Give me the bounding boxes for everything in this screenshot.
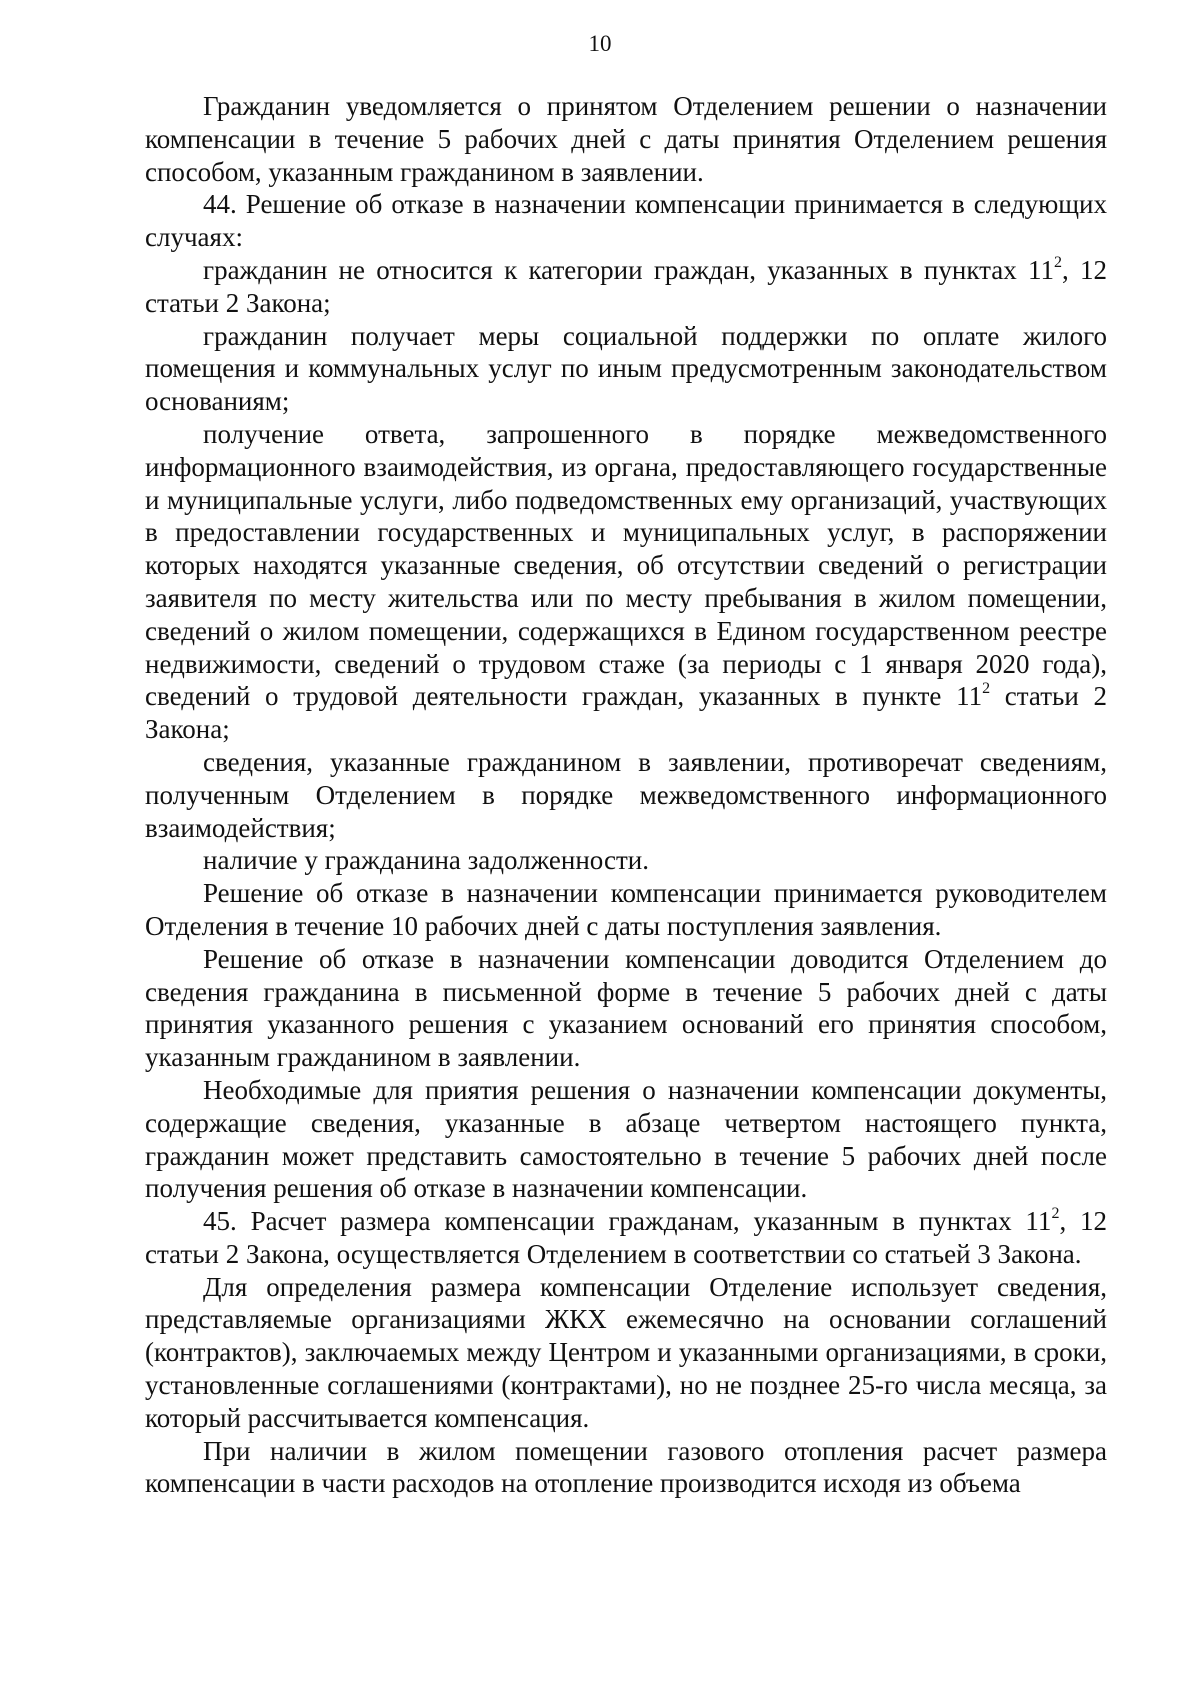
document-body [145,90,1107,1500]
paragraph-refusal-reason-other-support: гражданин получает меры социальной поддержки по оплате жилого помещения и коммунальных услуг по иным предусмотренным законодательством основаниям; [145,320,1107,417]
paragraph-refusal-reason-contradiction: сведения, указанные гражданином в заявлении, противоречат сведениям, полученным Отделением в порядке межведомственного информационного взаимодействия; [145,746,1107,843]
paragraph-compensation-data: Для определения размера компенсации Отделение использует сведения, представляемые организациями ЖКХ ежемесячно на основании соглашений (контрактов), заключаемых между Центром и указанными организациями, в сроки, установленные соглашениями (контрактами), но не позднее 25-го числа месяца, за который рассчитывается компенсация. [145,1271,1107,1433]
paragraph-gas-heating: При наличии в жилом помещении газового отопления расчет размера компенсации в части расходов на отопление производится исходя из объема [145,1435,1107,1499]
superscript: 2 [1053,253,1062,271]
text-segment: , 12 статьи 2 Закона; [145,254,1107,318]
text-segment: получение ответа, запрошенного в порядке межведомственного информационного взаимодействия, из органа, предоставляющего государственные и муниципальные услуги, либо подведомственных ему организаций, участвующих в предоставлении государственных и муниципальных услуг, в распоряжении которых находятся указанные сведения, об отсутствии сведений о регистрации заявителя по месту жительства или по месту пребывания в жилом помещении, сведений о жилом помещении, содержащихся в Едином государственном реестре недвижимости, сведений о трудовом стаже (за периоды с 1 января 2020 года), сведений о трудовой деятельности граждан, указанных в пункте 11 [145,418,1107,712]
text-segment: статьи 2 Закона; [145,681,1107,745]
superscript: 2 [982,680,991,698]
paragraph-refusal-reason-debt: наличие у гражданина задолженности. [203,845,649,876]
page-number: 10 [588,31,612,56]
text-segment: 45. Расчет размера компенсации гражданам, указанным в пунктах 11 [203,1206,1052,1237]
paragraph-refusal-decision-term: Решение об отказе в назначении компенсации принимается руководителем Отделения в течение 10 рабочих дней с даты поступления заявления. [145,878,1107,941]
paragraph-required-documents: Необходимые для приятия решения о назначении компенсации документы, содержащие сведения, указанные в абзаце четвертом настоящего пункта, гражданин может представить самостоятельно в течение 5 рабочих дней после получения решения об отказе в назначении компенсации. [145,1074,1107,1204]
paragraph-item-45 [145,1205,1107,1271]
paragraph-refusal-notification: Решение об отказе в назначении компенсации доводится Отделением до сведения гражданина в письменной форме в течение 5 рабочих дней с даты принятия указанного решения с указанием оснований его принятия способом, указанным гражданином в заявлении. [145,943,1107,1073]
paragraph-refusal-reason-category [145,254,1107,320]
paragraph-notification: Гражданин уведомляется о принятом Отделением решении о назначении компенсации в течение 5 рабочих дней с даты принятия Отделением решения способом, указанным гражданином в заявлении. [145,91,1107,187]
text-segment: , 12 статьи 2 Закона, осуществляется Отделением в соответствии со статьей 3 Закона. [145,1206,1108,1269]
paragraph-item-44: 44. Решение об отказе в назначении компенсации принимается в следующих случаях: [145,189,1107,253]
paragraph-refusal-reason-interagency [145,418,1107,746]
superscript: 2 [1051,1205,1060,1223]
text-segment: гражданин не относится к категории граждан, указанных в пунктах 11 [203,254,1054,285]
